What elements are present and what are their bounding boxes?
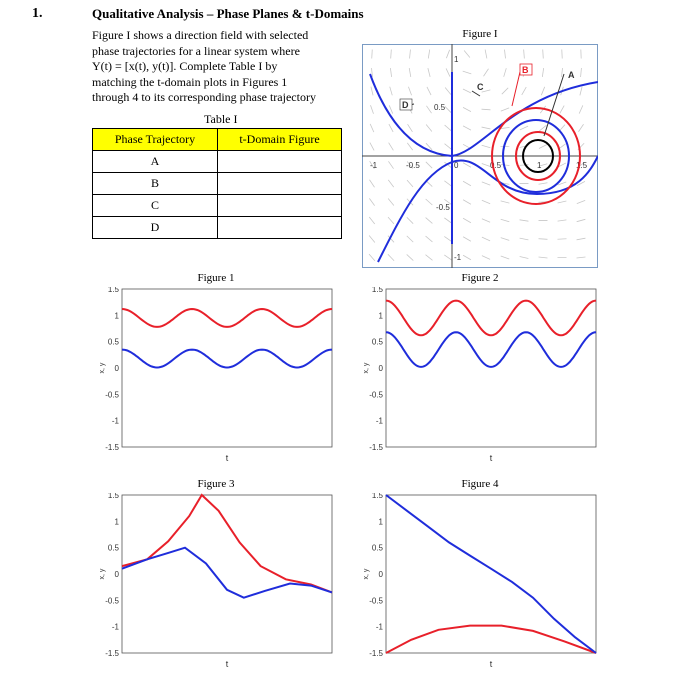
y-axis-label: x, y [99,568,106,580]
y-tick-label: 0 [378,364,383,373]
figure-answer-cell[interactable] [218,151,342,173]
y-tick-label: 0.5 [107,337,119,347]
y-tick-label: -0.5 [369,390,383,400]
header-phase-trajectory: Phase Trajectory [93,129,218,151]
y-tick-label: -0.5 [105,596,119,606]
figure-i-title: Figure I [462,28,498,40]
field-arrow [543,50,544,59]
phase-xtick: 1.5 [576,161,588,170]
question-paragraph [92,28,344,106]
figure-answer-cell[interactable] [218,173,342,195]
x-axis-label: t [225,659,229,669]
series-y-line [386,332,596,367]
table-header-row [93,129,342,151]
series-x-line [122,309,332,327]
phase-xtick: -1 [370,161,378,170]
y-tick-label: 1.5 [107,287,119,294]
figure-4-title: Figure 4 [461,478,499,490]
figure-4-chart [360,493,600,683]
y-tick-label: -1.5 [369,649,383,658]
phase-xtick: 0.5 [490,161,502,170]
y-tick-label: -1 [375,622,383,632]
y-tick-label: -1 [375,416,383,426]
y-tick-label: -0.5 [369,596,383,606]
paragraph-line: matching the t-domain plots in Figures 1 [92,74,288,89]
matching-table [92,128,342,239]
header-t-domain-figure: t-Domain Figure [218,129,342,151]
y-tick-label: -1 [111,622,119,632]
phase-xtick: -0.5 [406,161,420,170]
trajectory-cell: B [93,173,218,195]
phase-xtick: 1 [537,161,542,170]
y-tick-label: 1 [114,311,119,321]
label-a: A [568,70,575,80]
table-row [93,217,342,239]
x-axis-label: t [489,453,493,463]
figure-1-chart [96,287,336,477]
series-x-line [122,495,332,592]
paragraph-line: through 4 to its corresponding phase trajectory [92,90,316,104]
phase-ytick: 1 [454,55,459,64]
y-tick-label: -0.5 [105,390,119,400]
phase-xtick: 0 [454,161,459,170]
paragraph-line: Y(t) = [x(t), y(t)]. Complete Table I by [92,59,278,73]
y-tick-label: -1.5 [369,443,383,452]
figure-2-title: Figure 2 [461,272,499,284]
paragraph-line: phase trajectories for a linear system where [92,43,300,58]
series-y-line [386,495,596,653]
y-tick-label: 0 [114,364,119,373]
field-arrow [558,239,567,240]
label-c: C [477,82,484,92]
series-x-line [386,626,596,653]
y-tick-label: 1.5 [107,493,119,500]
y-axis-label: x, y [99,362,106,374]
figure-answer-cell[interactable] [218,217,342,239]
table-row [93,173,342,195]
y-tick-label: 0.5 [371,543,383,553]
y-tick-label: 0 [378,570,383,579]
y-tick-label: 0 [114,570,119,579]
label-d: D [402,100,409,110]
series-x-line [386,301,596,336]
phase-ytick: 0.5 [434,103,446,112]
field-arrow [372,50,373,59]
figure-answer-cell[interactable] [218,195,342,217]
question-number: 1. [32,6,43,21]
label-b: B [522,65,529,75]
paragraph-line: Figure I shows a direction field with selected [92,28,309,42]
table-row [93,151,342,173]
y-tick-label: -1.5 [105,443,119,452]
trajectory-cell: C [93,195,218,217]
y-tick-label: 0.5 [107,543,119,553]
phase-ytick: -0.5 [436,203,450,212]
table-row [93,195,342,217]
y-tick-label: 1.5 [371,287,383,294]
y-tick-label: -1 [111,416,119,426]
y-axis-label: x, y [363,568,370,580]
figure-3-title: Figure 3 [197,478,235,490]
y-axis-label: x, y [363,362,370,374]
y-tick-label: 1 [378,311,383,321]
trajectory-cell: A [93,151,218,173]
x-axis-label: t [489,659,493,669]
y-tick-label: 1 [378,517,383,527]
phase-ytick: -1 [454,253,462,262]
figure-3-chart [96,493,336,683]
plot-frame [386,289,596,447]
trajectory-cell: D [93,217,218,239]
phase-plane-chart [362,44,598,268]
y-tick-label: 1 [114,517,119,527]
plot-frame [122,495,332,653]
table-caption: Table I [204,112,238,126]
y-tick-label: -1.5 [105,649,119,658]
question-title: Qualitative Analysis – Phase Planes & t-Domains [92,6,364,21]
series-y-line [122,350,332,368]
x-axis-label: t [225,453,229,463]
figure-1-title: Figure 1 [197,272,235,284]
y-tick-label: 1.5 [371,493,383,500]
y-tick-label: 0.5 [371,337,383,347]
figure-2-chart [360,287,600,477]
